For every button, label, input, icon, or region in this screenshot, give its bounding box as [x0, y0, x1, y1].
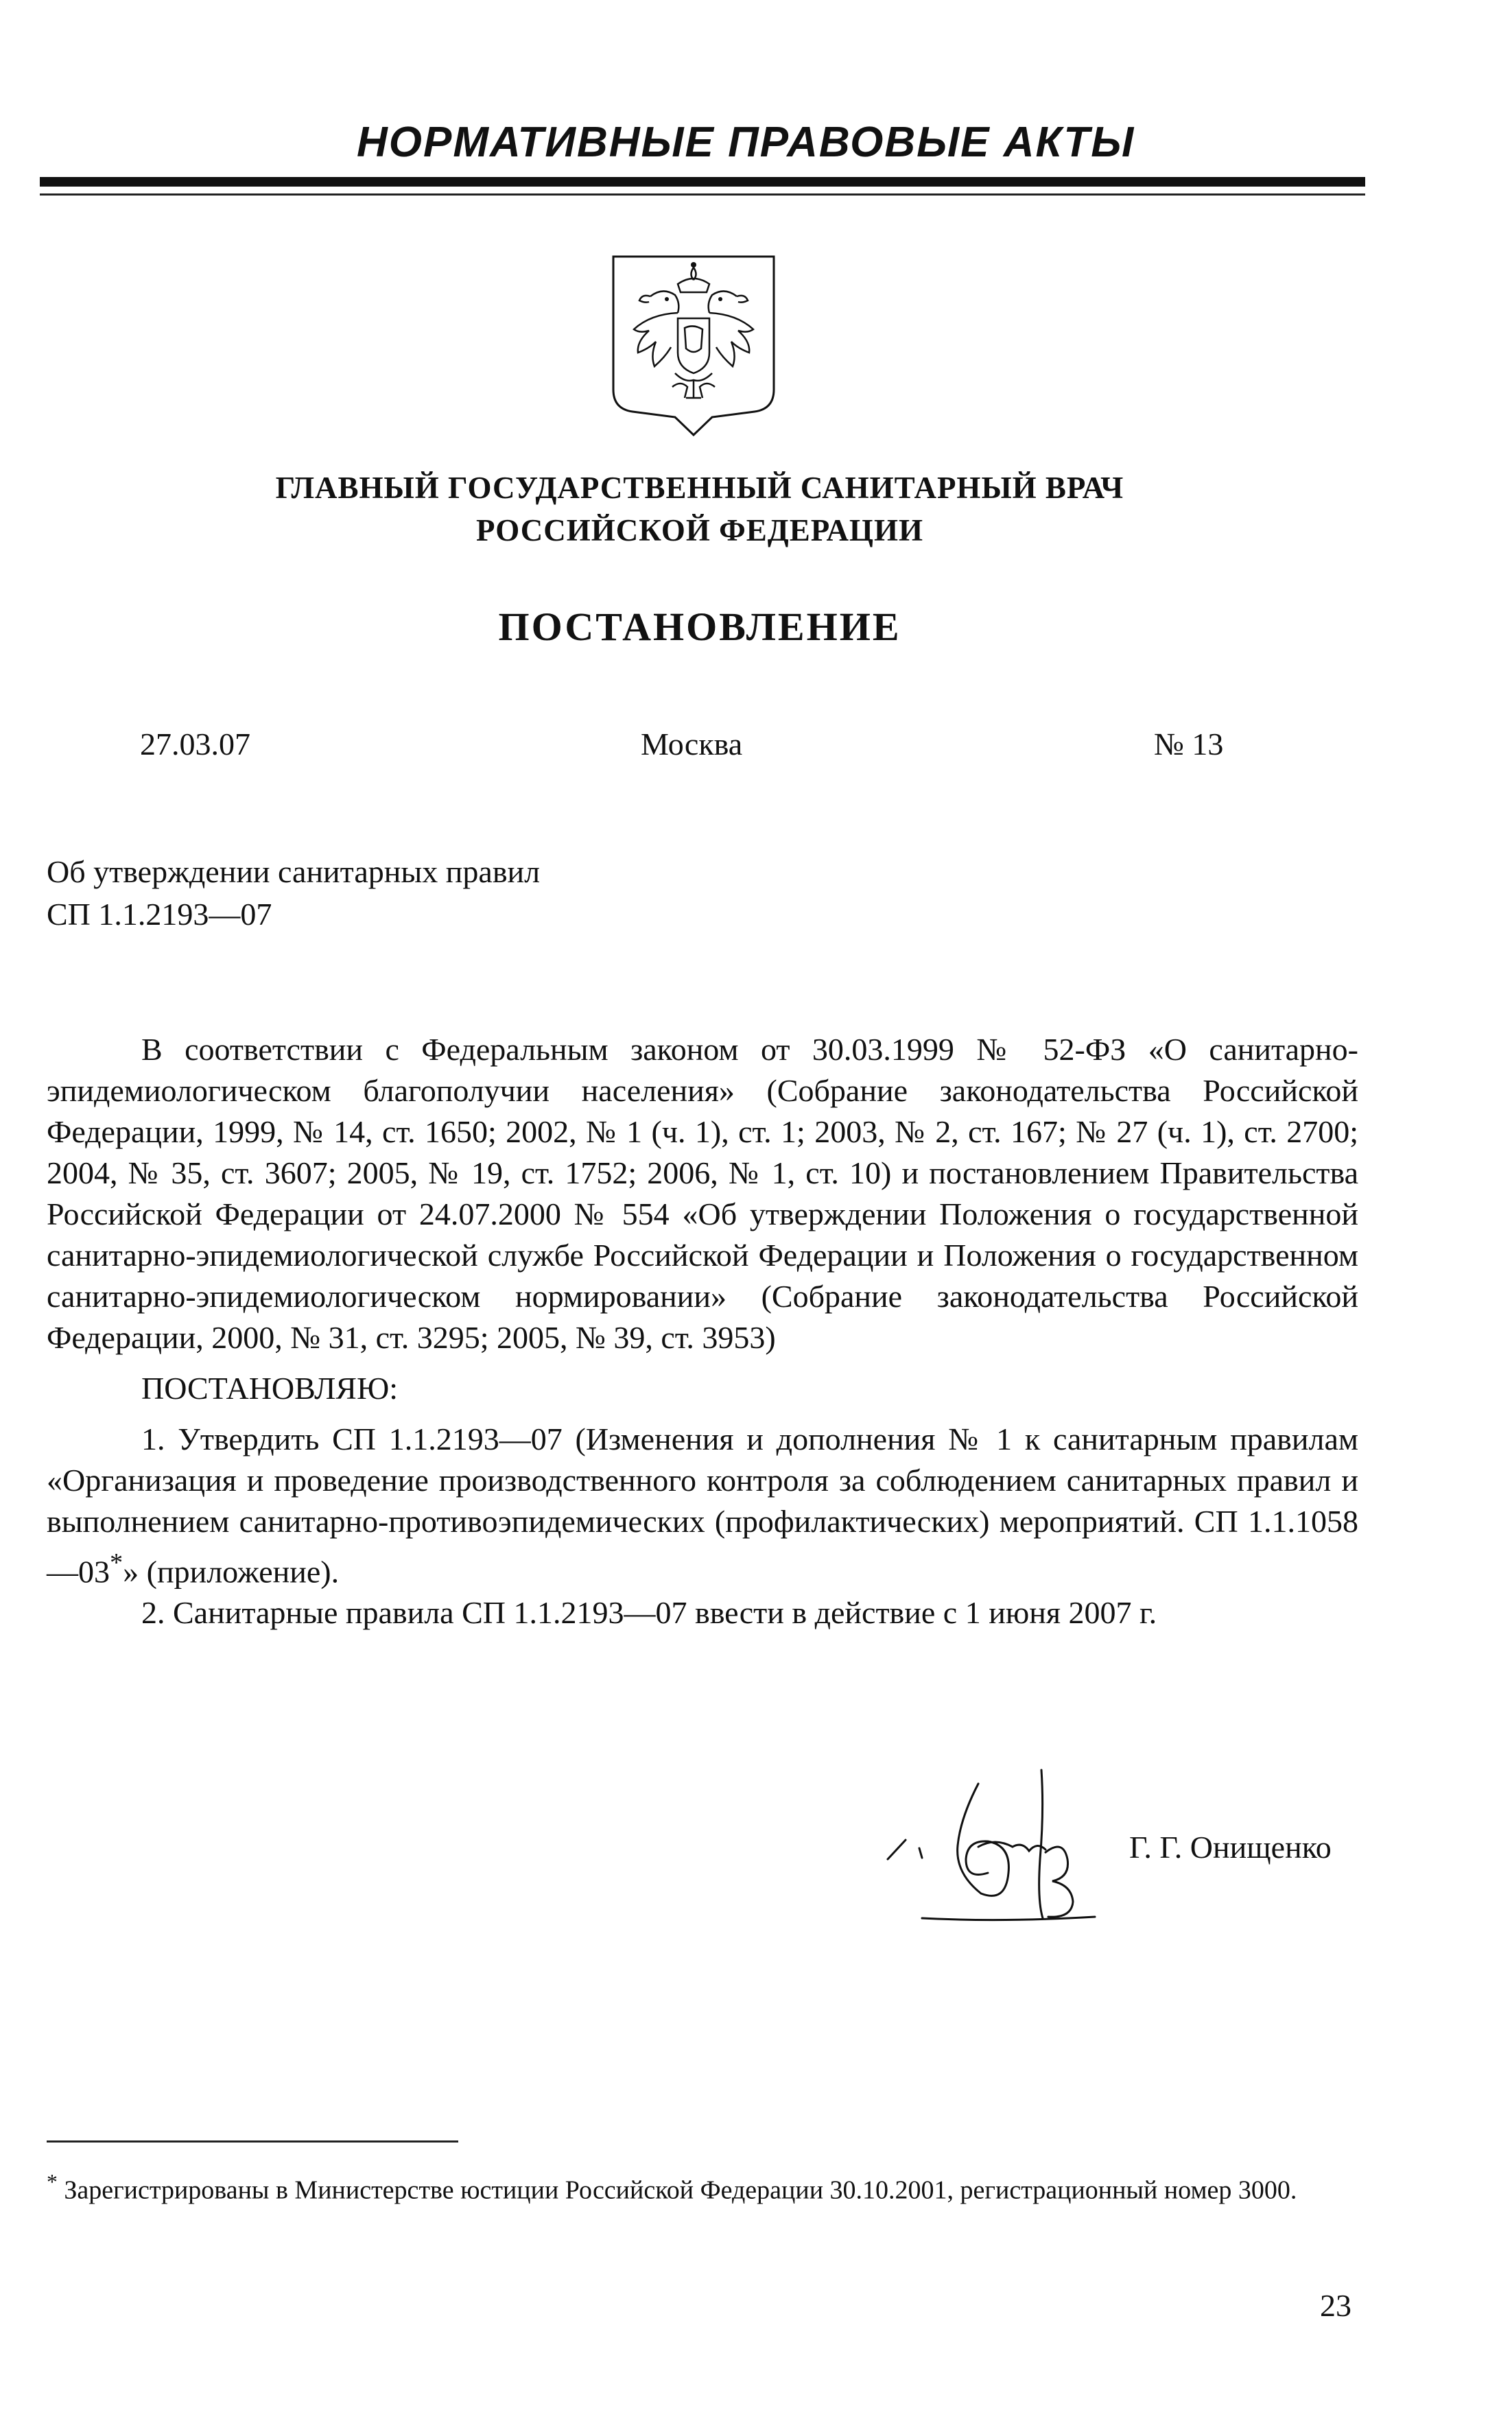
resolve-heading: ПОСТАНОВЛЯЮ:: [141, 1371, 399, 1406]
item-2-paragraph: 2. Санитарные правила СП 1.1.2193—07 ввести в действие с 1 июня 2007 г.: [141, 1595, 1157, 1631]
document-subject: [47, 851, 540, 936]
handwritten-signature: [878, 1756, 1111, 1928]
header-rule: [40, 177, 1365, 187]
issuing-authority: [0, 467, 1399, 552]
item-1-paragraph: [47, 1419, 1358, 1592]
subject-line-1: Об утверждении санитарных правил: [47, 854, 541, 889]
footnote-rule: [47, 2140, 458, 2143]
section-header: НОРМАТИВНЫЕ ПРАВОВЫЕ АКТЫ: [357, 119, 1135, 166]
document-number: № 13: [1154, 727, 1224, 762]
authority-line-2: РОССИЙСКОЙ ФЕДЕРАЦИИ: [476, 513, 923, 547]
item-1-footnote-mark: *: [110, 1548, 123, 1577]
header-rule-thin: [40, 193, 1365, 196]
footnote-mark: *: [47, 2170, 58, 2194]
footnote: [47, 2165, 1358, 2208]
item-1-text-end: » (приложение).: [123, 1554, 340, 1590]
item-1-text: 1. Утвердить СП 1.1.2193—07 (Изменения и дополнения № 1 к санитарным правилам «Организация и проведение производственного контроля за соблюдением санитарных правил и выполнением санитарно-противоэпидемических (профилактических) мероприятий. СП 1.1.1058—03: [47, 1421, 1358, 1590]
signatory-name: Г. Г. Онищенко: [1129, 1830, 1332, 1865]
document-city: Москва: [641, 727, 743, 762]
page-number: 23: [1320, 2288, 1351, 2323]
subject-line-2: СП 1.1.2193—07: [47, 897, 272, 932]
footnote-text: Зарегистрированы в Министерстве юстиции Российской Федерации 30.10.2001, регистрационный номер 3000.: [64, 2175, 1297, 2205]
document-date: 27.03.07: [140, 727, 250, 762]
authority-line-1: ГЛАВНЫЙ ГОСУДАРСТВЕННЫЙ САНИТАРНЫЙ ВРАЧ: [275, 471, 1124, 505]
preamble-paragraph: В соответствии с Федеральным законом от 30.03.1999 № 52-ФЗ «О санитарно-эпидемиологическом благополучии населения» (Собрание законодательства Российской Федерации, 1999, № 14, ст. 1650; 2002, № 1 (ч. 1), ст. 1; 2003, № 2, ст. 167; № 27 (ч. 1), ст. 2700; 2004, № 35, ст. 3607; 2005, № 19, ст. 1752; 2006, № 1, ст. 10) и постановлением Правительства Российской Федерации от 24.07.2000 № 554 «Об утверждении Положения о государственной санитарно-эпидемиологической службе Российской Федерации и Положения о государственном санитарно-эпидемиологическом нормировании» (Собрание законодательства Российской Федерации, 2000, № 31, ст. 3295; 2005, № 39, ст. 3953): [47, 1032, 1358, 1355]
coat-of-arms-icon: [609, 252, 778, 439]
document-body: [47, 1029, 1358, 1633]
document-type: ПОСТАНОВЛЕНИЕ: [498, 604, 901, 649]
